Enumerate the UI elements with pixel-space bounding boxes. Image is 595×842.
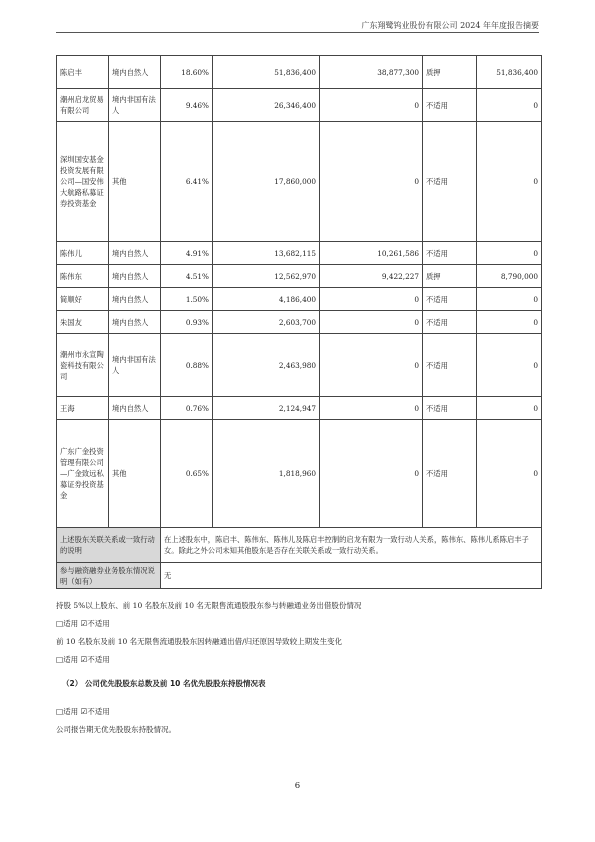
table-row [57,288,542,311]
margin-trading-label: 参与融资融券业务股东情况说明（如有） [57,563,161,589]
shareholder-name: 朱国友 [57,311,109,334]
shareholder-name: 王海 [57,397,109,420]
shareholder-type: 境内自然人 [109,288,161,311]
shareholder-name: 广东广金投资管理有限公司—广金致远私募证券投资基金 [57,420,109,528]
page-number: 6 [294,781,301,791]
pledge-status: 不适用 [423,311,477,334]
table-row [57,397,542,420]
shareholder-type: 境内自然人 [109,397,161,420]
holding-pct: 0.93% [161,311,213,334]
table-row [57,89,542,122]
restricted-count: 0 [320,122,423,242]
restricted-count: 0 [320,397,423,420]
change-option: □适用 ☑不适用 [56,655,110,664]
shareholder-type: 境内非国有法人 [109,89,161,122]
shareholder-name: 陈启丰 [57,56,109,89]
holding-pct: 9.46% [161,89,213,122]
shareholder-name: 潮州市永宣陶瓷科技有限公司 [57,334,109,397]
shareholder-name: 潮州启龙贸易有限公司 [57,89,109,122]
share-count: 2,124,947 [213,397,320,420]
restricted-count: 38,877,300 [320,56,423,89]
pledge-status: 不适用 [423,420,477,528]
share-count: 26,346,400 [213,89,320,122]
shareholder-type: 境内自然人 [109,56,161,89]
share-count: 1,818,960 [213,420,320,528]
table-row [57,265,542,288]
lending-option: □适用 ☑不适用 [56,619,110,628]
preferred-option: □适用 ☑不适用 [56,707,110,716]
pledge-status: 质押 [423,56,477,89]
holding-pct: 4.91% [161,242,213,265]
restricted-count: 9,422,227 [320,265,423,288]
pledge-qty: 0 [477,288,542,311]
report-header: 广东翔鹭钨业股份有限公司 2024 年年度报告摘要 [361,21,539,30]
shareholder-name: 陈伟儿 [57,242,109,265]
pledge-qty: 51,836,400 [477,56,542,89]
shareholder-name: 深圳国安基金投资发展有限公司—国安伟大航路私募证券投资基金 [57,122,109,242]
shareholder-type: 境内自然人 [109,311,161,334]
shareholder-table [56,55,542,589]
pledge-qty: 0 [477,89,542,122]
restricted-count: 0 [320,311,423,334]
pledge-qty: 8,790,000 [477,265,542,288]
restricted-count: 0 [320,89,423,122]
shareholder-type: 境内非国有法人 [109,334,161,397]
section-heading: （2） 公司优先股股东总数及前 10 名优先股股东持股情况表 [62,679,266,688]
holding-pct: 0.76% [161,397,213,420]
pledge-status: 不适用 [423,242,477,265]
share-count: 51,836,400 [213,56,320,89]
share-count: 2,463,980 [213,334,320,397]
shareholder-name: 简顺好 [57,288,109,311]
table-row [57,56,542,89]
related-parties-text: 在上述股东中，陈启丰、陈伟东、陈伟儿及陈启丰控制的启龙有限为一致行动人关系，陈伟东、陈伟儿系陈启丰子女。除此之外公司未知其他股东是否存在关联关系或一致行动关系。 [161,528,542,563]
shareholder-type: 其他 [109,122,161,242]
shareholder-type: 境内自然人 [109,242,161,265]
preferred-text: 公司报告期无优先股股东持股情况。 [56,725,176,734]
related-parties-label: 上述股东关联关系或一致行动的说明 [57,528,161,563]
share-count: 17,860,000 [213,122,320,242]
pledge-status: 不适用 [423,288,477,311]
holding-pct: 1.50% [161,288,213,311]
table-row [57,122,542,242]
share-count: 13,682,115 [213,242,320,265]
pledge-qty: 0 [477,397,542,420]
header-rule [56,32,539,33]
share-count: 12,562,970 [213,265,320,288]
restricted-count: 10,261,586 [320,242,423,265]
table-row [57,420,542,528]
table-row [57,311,542,334]
holding-pct: 0.88% [161,334,213,397]
table-row [57,334,542,397]
holding-pct: 18.60% [161,56,213,89]
restricted-count: 0 [320,420,423,528]
shareholder-type: 其他 [109,420,161,528]
restricted-count: 0 [320,334,423,397]
pledge-status: 不适用 [423,334,477,397]
pledge-qty: 0 [477,420,542,528]
shareholder-name: 陈伟东 [57,265,109,288]
pledge-status: 不适用 [423,397,477,420]
pledge-status: 不适用 [423,122,477,242]
pledge-qty: 0 [477,122,542,242]
pledge-status: 质押 [423,265,477,288]
holding-pct: 6.41% [161,122,213,242]
share-count: 4,186,400 [213,288,320,311]
table-row [57,242,542,265]
shareholder-type: 境内自然人 [109,265,161,288]
holding-pct: 0.65% [161,420,213,528]
pledge-qty: 0 [477,334,542,397]
restricted-count: 0 [320,288,423,311]
lending-title: 持股 5%以上股东、前 10 名股东及前 10 名无限售流通股股东参与转融通业务出借股份情况 [56,601,362,610]
pledge-qty: 0 [477,242,542,265]
pledge-status: 不适用 [423,89,477,122]
margin-trading-row [57,563,542,589]
change-title: 前 10 名股东及前 10 名无限售流通股股东因转融通出借/归还原因导致较上期发生变化 [56,637,343,646]
related-parties-row [57,528,542,563]
margin-trading-text: 无 [161,563,542,589]
share-count: 2,603,700 [213,311,320,334]
holding-pct: 4.51% [161,265,213,288]
pledge-qty: 0 [477,311,542,334]
